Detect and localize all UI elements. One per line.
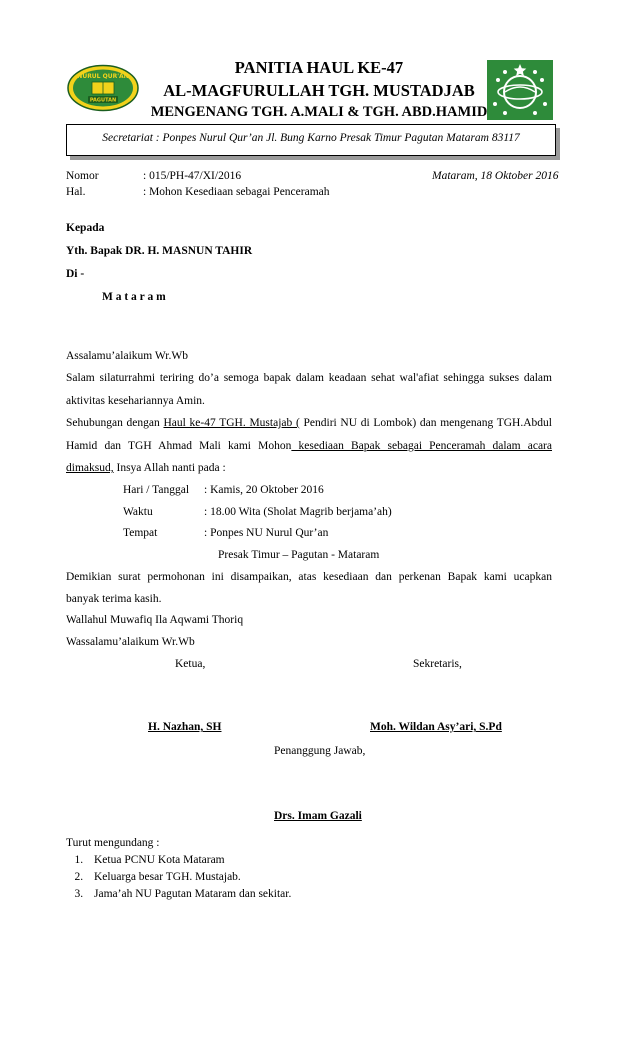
hal-value: : Mohon Kesediaan sebagai Penceramah <box>143 186 330 198</box>
di-label: Di - <box>66 268 85 280</box>
event-place-label: Tempat <box>123 527 158 539</box>
header-title-3: MENGENANG TGH. A.MALI & TGH. ABD.HAMID <box>150 104 488 120</box>
header-title-1: PANITIA HAUL KE-47 <box>234 58 404 77</box>
nomor-label: Nomor <box>66 170 99 182</box>
logo-left-bottom-text: PAGUTAN <box>89 97 117 104</box>
event-time-label: Waktu <box>123 506 153 518</box>
cc-heading: Turut mengundang : <box>66 837 160 849</box>
paragraph-1-line-1: Salam silaturrahmi teriring do’a semoga bapak dalam keadaan sehat wal'afiat sehingga sukses dalam <box>66 372 552 384</box>
cc-list <box>66 852 291 903</box>
wassalam: Wassalamu’alaikum Wr.Wb <box>66 636 195 648</box>
recipient-city: M a t a r a m <box>102 291 166 303</box>
p2-text-a: Sehubungan dengan <box>66 417 164 429</box>
event-time-value: : 18.00 Wita (Sholat Magrib berjama’ah) <box>204 506 392 518</box>
ketua-name: H. Nazhan, SH <box>148 721 222 733</box>
cc-item: 2. Keluarga besar TGH. Mustajab. <box>86 869 291 886</box>
cc-item: 1. Ketua PCNU Kota Mataram <box>86 852 291 869</box>
kepada-label: Kepada <box>66 222 105 234</box>
p2-text-b: Pendiri NU di Lombok) dan mengenang TGH.Abdul <box>299 417 552 429</box>
paragraph-1-line-2: aktivitas kesehariannya Amin. <box>66 395 205 407</box>
p2-dimaksud-underlined: dimaksud, <box>66 462 114 474</box>
paragraph-2-line-3 <box>66 462 226 474</box>
p2-line2-text: Hamid dan TGH Ahmad Mali kami Mohon <box>66 440 292 452</box>
sekretaris-name: Moh. Wildan Asy’ari, S.Pd <box>370 721 502 733</box>
recipient-name: Yth. Bapak DR. H. MASNUN TAHIR <box>66 245 253 257</box>
closing-line-2: banyak terima kasih. <box>66 593 162 605</box>
p2-haul-underlined: Haul ke-47 TGH. Mustajab ( <box>163 417 300 429</box>
ketua-title: Ketua, <box>175 658 206 670</box>
event-place-value: : Ponpes NU Nurul Qur’an <box>204 527 329 539</box>
sekretaris-title: Sekretaris, <box>413 658 462 670</box>
closing-line-1: Demikian surat permohonan ini disampaikan, atas kesediaan dan perkenan Bapak kami ucapkan <box>66 571 552 583</box>
place-date: Mataram, 18 Oktober 2016 <box>432 170 559 182</box>
paragraph-2-line-1 <box>66 417 552 429</box>
secretariat-box <box>66 124 556 156</box>
event-day-value: : Kamis, 20 Oktober 2016 <box>204 484 324 496</box>
nomor-value: : 015/PH-47/XI/2016 <box>143 170 242 182</box>
event-place-value-2: Presak Timur – Pagutan - Mataram <box>218 549 380 561</box>
p2-line3-text: Insya Allah nanti pada : <box>113 462 226 474</box>
header-title-2: AL-MAGFURULLAH TGH. MUSTADJAB <box>163 81 475 100</box>
logo-left-top-text: NURUL QUR'AN <box>77 73 129 80</box>
wallahul: Wallahul Muwafiq Ila Aqwami Thoriq <box>66 614 244 626</box>
paragraph-2-line-2 <box>66 440 552 452</box>
pj-title: Penanggung Jawab, <box>274 745 366 757</box>
hal-label: Hal. <box>66 186 86 198</box>
pj-name: Drs. Imam Gazali <box>274 810 362 822</box>
p2-request-underlined: kesediaan Bapak sebagai Penceramah dalam acara <box>291 440 552 452</box>
event-day-label: Hari / Tanggal <box>123 484 190 496</box>
cc-item: 3. Jama’ah NU Pagutan Mataram dan sekitar. <box>86 886 291 903</box>
greeting: Assalamu’alaikum Wr.Wb <box>66 350 188 362</box>
secretariat-address: Secretariat : Ponpes Nurul Qur’an Jl. Bung Karno Presak Timur Pagutan Mataram 83117 <box>102 132 520 144</box>
